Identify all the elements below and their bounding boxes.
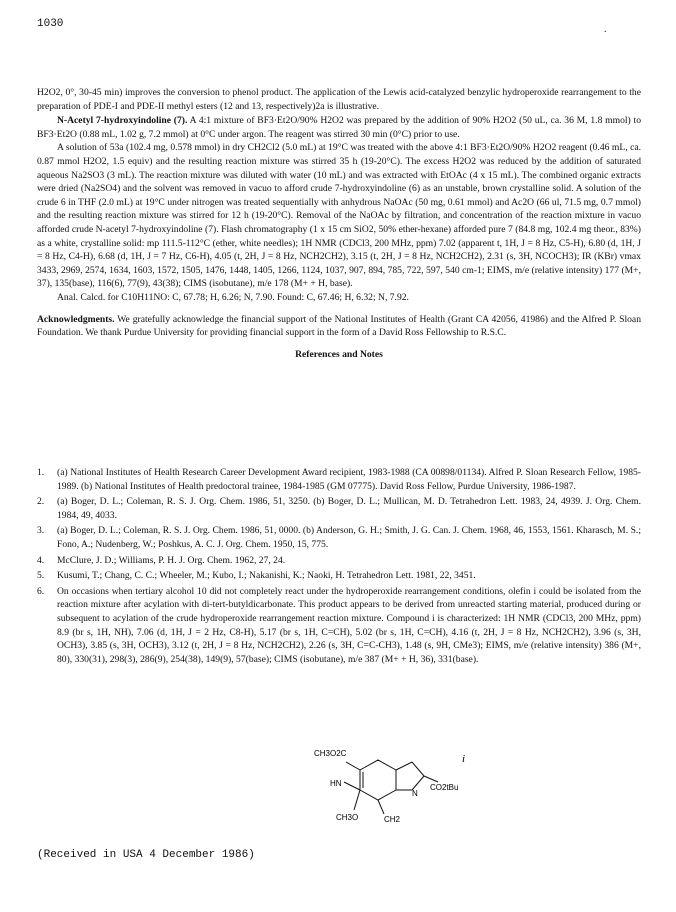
page-mark: .: [604, 24, 607, 35]
reference-number: 4.: [37, 554, 45, 566]
body-text-top: [37, 86, 641, 361]
references-title: References and Notes: [295, 348, 383, 360]
reference-text: (a) Boger, D. L.; Coleman, R. S. J. Org. Chem. 1986, 51, 0000. (b) Anderson, G. H.; Smith, J. G. Can. J. Chem. 1968, 46, 1553, 1561. Kharasch, M. S.; Fono, A.; Nudenberg, W.; Poshkus, A. C. J. Org. Chem. 1950, 15, 775.: [57, 525, 641, 550]
reference-text: McClure, J. D.; Williams, P. H. J. Org. Chem. 1962, 27, 24.: [57, 554, 286, 566]
reference-number: 3.: [37, 525, 45, 537]
reference-number: 2.: [37, 496, 45, 508]
reference-number: 1.: [37, 467, 45, 478]
reference-number: 5.: [37, 570, 45, 582]
reference-item: [37, 569, 641, 583]
page-number: 1030: [37, 18, 64, 30]
reference-item: [37, 495, 641, 522]
reference-text: On occasions when tertiary alcohol 10 did not completely react under the hydroperoxide rearrangement conditions, olefin i could be isolated from the reaction mixture after acylation with di-tert-butyldicarbonate. This product appears to be derived from unreacted starting material, produced during or subsequent to acylation of the crude hydroperoxide rearrangement reaction mixture. Compound i is characterized: 1H NMR (CDCl3, 200 MHz, ppm) 8.9 (br s, 1H, NH), 7.06 (d, 1H, J = 2 Hz, C8-H), 5.17 (br s, 1H, C=CH), 5.02 (br s, 1H, C=CH), 4.16 (t, 2H, J = 8 Hz, NCH2CH2), 3.96 (s, 3H, OCH3), 3.85 (s, 3H, OCH3), 3.12 (t, 2H, J = 8 Hz, NCH2CH2), 2.26 (s, 3H, C=C-CH3), 1.48 (s, 9H, CMe3); EIMS, m/e (relative intensity) 386 (M+, 80), 330(31), 298(3), 286(9), 254(38), 149(9), 57(base); CIMS (isobutane), m/e 387 (M+ + H, 36), 331(base).: [57, 585, 641, 665]
structure-methylene-label: CH2: [384, 815, 401, 824]
procedure-paragraph: A solution of 53a (102.4 mg, 0.578 mmol) in dry CH2Cl2 (5.0 mL) at 19°C was treated with the above 4:1 BF3·Et2O/90% H2O2 reagent (0.46 mL, ca. 0.87 mmol H2O2, 1.5 equiv) and the resulting reaction mixture was stirred 35 h (19-20°C). The excess H2O2 was reduced by the addition of saturated aqueous Na2SO3 (3 mL). The reaction mixture was diluted with water (10 mL) and was extracted with EtOAc (4 x 15 mL). The combined organic extracts were dried (Na2SO4) and the solvent was removed in vacuo to afford crude 7-hydroxyindoline (6) as an unstable, brown crystalline solid. A solution of the crude 6 in THF (2.0 mL) at 19°C under nitrogen was treated sequentially with anhydrous NaOAc (50 mg, 0.61 mmol) and Ac2O (66 ul, 71.5 mg, 0.7 mmol) and the resulting reaction mixture was stirred for 12 h (19-20°C). Removal of the NaOAc by filtration, and concentration of the reaction mixture in vacuo afforded crude N-acetyl 7-hydroxyindoline (7). Flash chromatography (1 x 15 cm SiO2, 50% ether-hexane) afforded pure 7 (84.8 mg, 102.4 mg theor., 83%) as a white, crystalline solid: mp 111.5-112°C (ether, white needles); 1H NMR (CDCl3, 200 MHz, ppm) 7.02 (apparent t, 1H, J = 8 Hz, C5-H), 6.80 (d, 1H, J = 8 Hz, C4-H), 6.68 (d, 1H, J = 7 Hz, C6-H), 4.05 (t, 2H, J = 8 Hz, NCH2CH2), 3.15 (t, 2H, J = 8 Hz, NCH2CH2), 2.31 (s, 3H, NCOCH3); IR (KBr) vmax 3433, 2969, 2574, 1634, 1603, 1572, 1505, 1476, 1448, 1405, 1266, 1124, 1037, 907, 894, 785, 722, 597, 540 cm-1; EIMS, m/e (relative intensity) 177 (M+, 37), 135(base), 116(6), 77(9), 43(38); CIMS (isobutane), m/e 178 (M+ + H, base).: [37, 142, 641, 290]
reference-text: (a) National Institutes of Health Research Career Development Award recipient, 1983-1988 (CA 00898/01134). Alfred P. Sloan Research Fellow, 1985-1989. (b) National Institutes of Health predoctoral trainee, 1984-1985 (GM 07775). David Ross Fellow, Purdue University, 1986-1987.: [57, 467, 641, 492]
reference-item: [37, 585, 641, 667]
experimental-paragraph: [37, 114, 641, 141]
structure-hn-label: HN: [330, 779, 342, 788]
chemical-structure-i: [300, 744, 480, 832]
reference-text: (a) Boger, D. L.; Coleman, R. S. J. Org. Chem. 1986, 51, 3250. (b) Boger, D. L.; Mullican, M. D. Tetrahedron Lett. 1983, 24, 4939. J. Org. Chem. 1984, 49, 4033.: [57, 496, 641, 521]
received-date: (Received in USA 4 December 1986): [37, 849, 255, 861]
paragraph-intro: H2O2, 0°, 30-45 min) improves the conversion to phenol product. The application of the Lewis acid-catalyzed benzylic hydroperoxide rearrangement to the preparation of PDE-I and PDE-II methyl esters (12 and 13, respectively)2a is illustrative.: [37, 87, 641, 112]
reference-item: [37, 524, 641, 551]
reference-item: [37, 466, 641, 493]
structure-compound-label: i: [462, 753, 466, 765]
reference-number: 6.: [37, 585, 45, 597]
structure-methoxy-label: CH3O: [336, 813, 359, 822]
structure-n-label: N: [412, 789, 418, 798]
reference-text: Kusumi, T.; Chang, C. C.; Wheeler, M.; Kubo, I.; Nakanishi, K.; Naoki, H. Tetrahedron Lett. 1981, 22, 3451.: [57, 570, 476, 582]
experimental-text: A 4:1 mixture of BF3·Et2O/90% H2O2 was prepared by the addition of 90% H2O2 (50 uL, ca. 36 M, 1.8 mmol) to BF3·Et2O (0.88 mL, 1.02 g, 7.2 mmol) at 0°C under argon. The reagent was stirred 30 min (0°C) prior to use.: [37, 115, 641, 140]
structure-ester-label: CH3O2C: [314, 749, 347, 758]
analysis-paragraph: Anal. Calcd. for C10H11NO: C, 67.78; H, 6.26; N, 7.90. Found: C, 67.46; H, 6.32; N, 7.92.: [57, 291, 409, 303]
structure-boc-label: CO2tBu: [430, 783, 459, 792]
acknowledgments-paragraph: [37, 313, 641, 340]
reference-item: [37, 554, 641, 568]
acknowledgments-heading: Acknowledgments.: [37, 313, 115, 325]
acknowledgments-text: We gratefully acknowledge the financial support of the National Institutes of Health (Grant CA 42056, 41986) and the Alfred P. Sloan Foundation. We thank Purdue University for providing financial support in the form of a David Ross Fellowship to R.S.C.: [37, 313, 641, 339]
experimental-heading: N-Acetyl 7-hydroxyindoline (7).: [57, 115, 188, 127]
references-list: [37, 466, 641, 668]
